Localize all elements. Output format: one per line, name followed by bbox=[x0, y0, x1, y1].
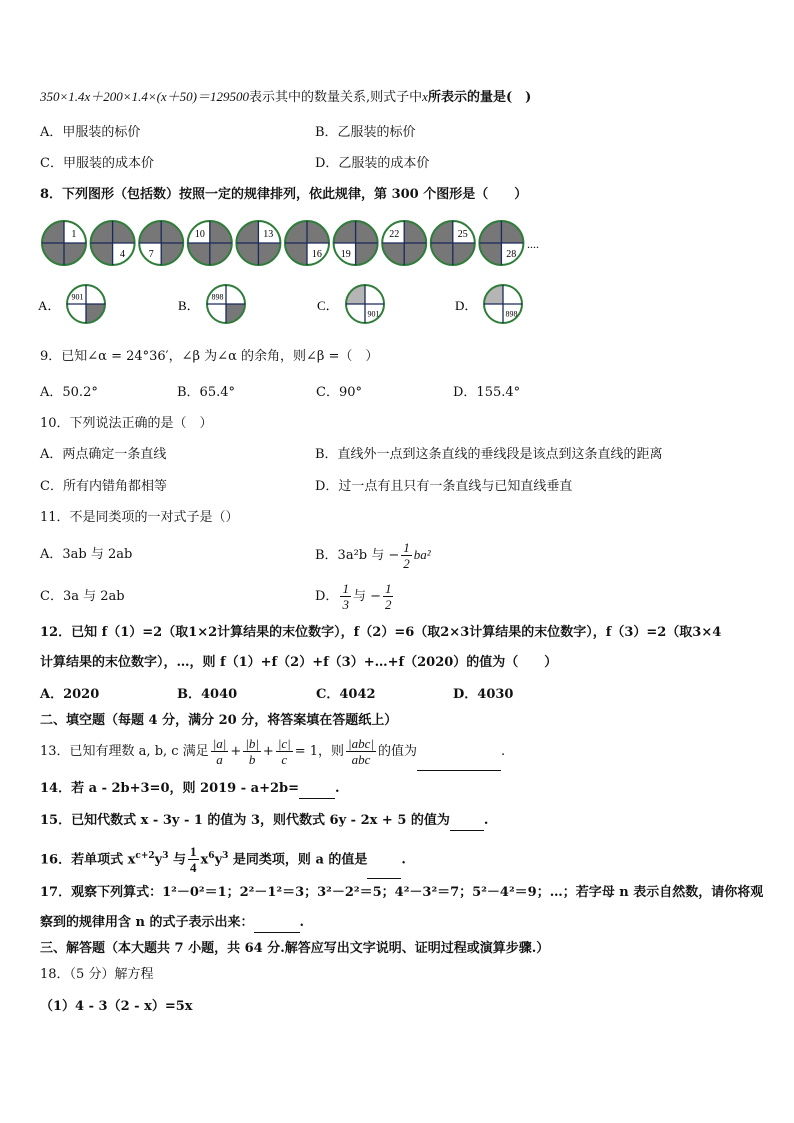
q7-var: x bbox=[422, 89, 428, 104]
q12-option-b[interactable]: B．4040 bbox=[177, 687, 238, 702]
q16-sup3: 6 bbox=[208, 851, 215, 861]
q14-answer-blank[interactable] bbox=[299, 780, 335, 799]
q11-d-num1: 1 bbox=[342, 581, 349, 596]
q16-prefix: 16．若单项式 x bbox=[40, 852, 136, 868]
q17-stem-line1: 17．观察下列算式：1²－0²＝1；2²－1²＝3；3²－2²＝5；4²－3²＝7；5²－4²＝9；…；若字母 n 表示自然数，请你将观 bbox=[40, 885, 764, 900]
figure-number: 10 bbox=[194, 229, 205, 241]
q16-y2: y bbox=[214, 852, 223, 868]
q11-option-c[interactable]: C．3a 与 2ab bbox=[40, 589, 125, 604]
figure-number: 13 bbox=[263, 229, 274, 241]
q12-option-a[interactable]: A．2020 bbox=[40, 687, 100, 702]
q13-answer-blank[interactable] bbox=[417, 734, 501, 771]
q11-d-prefix: D． bbox=[315, 589, 339, 604]
q13-f2-num: |b| bbox=[245, 736, 259, 751]
q12-stem-line2: 计算结果的末位数字），…，则 f（1）+f（2）+f（3）+…+f（2020）的值为（ ） bbox=[40, 655, 558, 670]
q16-sup1: c+2 bbox=[135, 851, 155, 861]
q11-d-fraction-1 bbox=[340, 581, 351, 612]
q7-text: 表示其中的数量关系,则式子中 bbox=[249, 90, 423, 105]
q8-option-letter[interactable]: B． bbox=[178, 298, 200, 313]
q17-stem-line2: 察到的规律用含 n 的式子表示出来： . bbox=[40, 914, 304, 933]
figure-number: 7 bbox=[148, 248, 154, 260]
figure-number: 28 bbox=[506, 248, 517, 260]
q10-stem: 10．下列说法正确的是（ ） bbox=[40, 416, 213, 431]
q7-formula: 350×1.4x＋200×1.4×(x＋50)＝129500 bbox=[40, 89, 250, 104]
q16-y1: y bbox=[154, 852, 163, 868]
q8-sequence-figure bbox=[479, 221, 523, 265]
section-3-heading: 三、解答题（本大题共 7 小题，共 64 分.解答应写出文字说明、证明过程或演算步骤.） bbox=[40, 941, 550, 956]
q13-fraction-abc bbox=[346, 736, 376, 767]
q8-option-figure bbox=[207, 285, 245, 323]
q16-with: 与 bbox=[168, 852, 187, 868]
q8-ellipsis: .... bbox=[527, 237, 539, 251]
q13-f3-num: |c| bbox=[277, 736, 291, 751]
q8-sequence-figure bbox=[188, 221, 232, 265]
q16-x2: x bbox=[200, 852, 209, 868]
q16-sup4: 3 bbox=[222, 851, 229, 861]
figure-number: 22 bbox=[389, 229, 400, 241]
q17-text: 察到的规律用含 n 的式子表示出来： bbox=[40, 915, 254, 930]
q17-answer-blank[interactable] bbox=[254, 914, 300, 933]
q8-option-figures bbox=[36, 282, 556, 328]
q16-fraction bbox=[188, 844, 199, 875]
q9-option-a[interactable]: A．50.2° bbox=[40, 385, 98, 400]
q16-suffix: 是同类项，则 a 的值是 bbox=[228, 852, 368, 868]
q11-b-prefix: B．3a²b 与 − bbox=[315, 548, 400, 563]
q8-sequence-figure bbox=[431, 221, 475, 265]
q8-sequence-figures bbox=[40, 218, 560, 268]
q13-suffix: 的值为 bbox=[377, 744, 417, 759]
q11-d-den2: 2 bbox=[384, 597, 392, 612]
q9-option-d[interactable]: D．155.4° bbox=[453, 385, 521, 400]
q11-d-den1: 3 bbox=[342, 597, 349, 612]
q13-f2-den: b bbox=[248, 752, 256, 767]
q15-text: 15．已知代数式 x - 3y - 1 的值为 3，则代数式 6y - 2x + 5 的值为 bbox=[40, 813, 450, 828]
q14-stem: 14．若 a - 2b+3=0，则 2019 - a+2b= . bbox=[40, 780, 340, 799]
q13-f4-den: abc bbox=[351, 752, 371, 767]
q13-fraction-b bbox=[243, 736, 261, 767]
q11-b-den: 2 bbox=[403, 556, 410, 571]
figure-number: 16 bbox=[311, 248, 322, 260]
q8-sequence-figure bbox=[285, 221, 329, 265]
figure-number: 901 bbox=[71, 292, 84, 302]
q8-option-figure bbox=[67, 285, 105, 323]
q8-option-figure bbox=[346, 285, 384, 323]
q8-sequence-figure bbox=[139, 221, 183, 265]
section-2-heading: 二、填空题（每题 4 分，满分 20 分，将答案填在答题纸上） bbox=[40, 713, 398, 728]
q18-stem: 18．（5 分）解方程 bbox=[40, 967, 154, 982]
q9-option-c[interactable]: C．90° bbox=[316, 385, 362, 400]
q13-f1-den: a bbox=[216, 752, 223, 767]
q13-equals: = 1，则 bbox=[294, 744, 345, 759]
q11-option-b[interactable] bbox=[315, 538, 431, 573]
q10-option-b[interactable]: B．直线外一点到这条直线的垂线段是该点到这条直线的距离 bbox=[315, 447, 663, 462]
q12-option-d[interactable]: D．4030 bbox=[453, 687, 514, 702]
q11-option-d[interactable] bbox=[315, 580, 395, 614]
q8-sequence-figure bbox=[236, 221, 280, 265]
q7-option-c[interactable]: C．甲服装的成本价 bbox=[40, 156, 154, 171]
figure-number: 901 bbox=[367, 309, 380, 319]
q8-option-figure bbox=[484, 285, 522, 323]
q10-option-d[interactable]: D．过一点有且只有一条直线与已知直线垂直 bbox=[315, 479, 573, 494]
q11-b-num: 1 bbox=[403, 540, 410, 555]
q7-option-b[interactable]: B．乙服装的标价 bbox=[315, 125, 416, 140]
q8-sequence-figure bbox=[382, 221, 426, 265]
q15-answer-blank[interactable] bbox=[450, 812, 484, 831]
figure-number: 25 bbox=[457, 229, 468, 241]
q8-option-letter[interactable]: C． bbox=[317, 298, 339, 313]
q7-option-d[interactable]: D．乙服装的成本价 bbox=[315, 156, 430, 171]
q16-sup2: 3 bbox=[162, 851, 169, 861]
q11-b-fraction bbox=[401, 540, 412, 571]
q11-option-a[interactable]: A．3ab 与 2ab bbox=[40, 547, 133, 562]
figure-number: 4 bbox=[120, 248, 125, 260]
q16-den: 4 bbox=[190, 860, 197, 876]
q8-sequence-figure bbox=[42, 221, 86, 265]
q11-d-mid: 与 − bbox=[352, 589, 381, 604]
q13-f4-num: |abc| bbox=[348, 736, 374, 751]
figure-number: 898 bbox=[505, 309, 518, 319]
q8-sequence-figure bbox=[334, 221, 378, 265]
q8-sequence-figure bbox=[91, 221, 135, 265]
q11-d-num2: 1 bbox=[384, 581, 392, 596]
q16-stem: 16．若单项式 $x^{c+2}y^3$ 与 $\frac{1}{4}$ $x^6y^3$ 是同类项，则 a 的值是 . bbox=[40, 838, 406, 879]
q8-stem: 8．下列图形（包括数）按照一定的规律排列，依此规律，第 300 个图形是（ ） bbox=[40, 187, 528, 202]
q11-b-suffix: ba² bbox=[413, 547, 431, 562]
figure-number: 898 bbox=[211, 292, 224, 302]
q13-prefix: 13．已知有理数 a, b, c 满足 bbox=[40, 744, 209, 759]
q10-option-a[interactable]: A．两点确定一条直线 bbox=[40, 447, 167, 462]
q12-option-c[interactable]: C．4042 bbox=[316, 687, 376, 702]
q7-stem bbox=[40, 88, 531, 107]
q13-fraction-a bbox=[211, 736, 229, 767]
q7-text2: 所表示的量是( ) bbox=[427, 90, 532, 105]
q8-option-letter[interactable]: A． bbox=[38, 298, 61, 313]
q12-stem-line1: 12．已知 f（1）=2（取1×2计算结果的末位数字），f（2）=6（取2×3计算结果的末位数字），f（3）=2（取3×4 bbox=[40, 625, 722, 640]
q11-stem: 11．不是同类项的一对式子是（） bbox=[40, 510, 239, 525]
q15-stem: 15．已知代数式 x - 3y - 1 的值为 3，则代数式 6y - 2x + 5 的值为 . bbox=[40, 812, 488, 831]
q11-d-fraction-2 bbox=[383, 581, 394, 612]
q16-num: 1 bbox=[190, 844, 197, 860]
q10-option-c[interactable]: C．所有内错角都相等 bbox=[40, 479, 167, 494]
q8-option-letter[interactable]: D． bbox=[455, 298, 478, 313]
q18-part-1: （1）4 - 3（2 - x）=5x bbox=[40, 999, 193, 1014]
q9-stem: 9．已知∠α = 24°36′，∠β 为∠α 的余角，则∠β =（ ） bbox=[40, 349, 379, 364]
q13-f3-den: c bbox=[281, 752, 288, 767]
q14-text: 14．若 a - 2b+3=0，则 2019 - a+2b= bbox=[40, 781, 299, 796]
q13-fraction-c bbox=[276, 736, 293, 767]
figure-number: 19 bbox=[340, 248, 351, 260]
q9-option-b[interactable]: B．65.4° bbox=[177, 385, 235, 400]
q13-stem: 13．已知有理数 a, b, c 满足 $\frac{|a|}{a}$ + $\frac{|b|}{b}$ + $\frac{|c|}{c}$ = 1，则 $\frac{\text{|abc|}}{\text{abc}}$ 的值为 . bbox=[40, 734, 505, 771]
q7-option-a[interactable]: A．甲服装的标价 bbox=[40, 125, 141, 140]
figure-number: 1 bbox=[71, 229, 77, 241]
q16-answer-blank[interactable] bbox=[367, 842, 401, 879]
q13-f1-num: |a| bbox=[212, 736, 227, 751]
